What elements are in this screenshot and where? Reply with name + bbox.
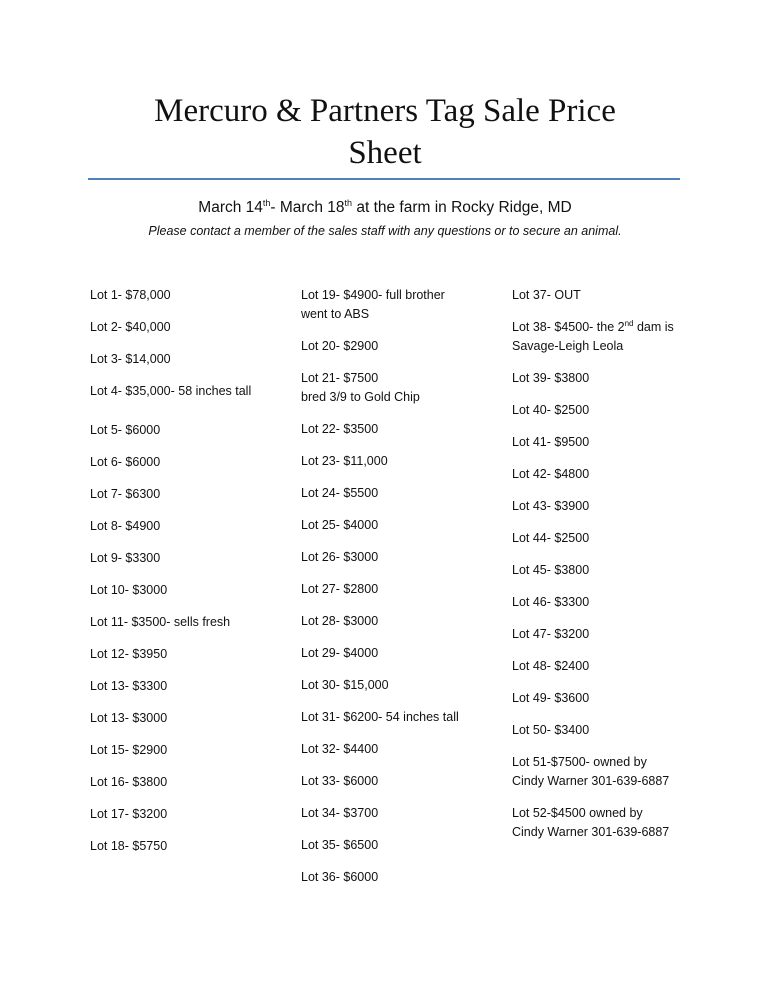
lot-entry: Lot 48- $2400 [512,659,590,673]
title-divider [88,178,680,180]
lot-entry-line: bred 3/9 to Gold Chip [301,390,420,404]
date-start-suffix: th [262,197,271,208]
lot-entry: Lot 20- $2900 [301,339,379,353]
title-line-2: Sheet [348,135,422,171]
lot-entry: Lot 27- $2800 [301,582,379,596]
lot-entry: Lot 17- $3200 [90,807,168,821]
lot-entry: Lot 43- $3900 [512,499,590,513]
lot-entry-line: Lot 52-$4500 owned by [512,806,643,820]
lot-entry: Lot 26- $3000 [301,550,379,564]
ordinal-suffix: nd [624,318,634,328]
lot-entry: Lot 31- $6200- 54 inches tall [301,710,459,724]
lot-entry: Lot 13- $3300 [90,679,168,693]
lot-entry: Lot 18- $5750 [90,839,168,853]
lot-entry: Lot 2- $40,000 [90,320,171,334]
lot-entry: Lot 44- $2500 [512,531,590,545]
lot-entry: Lot 16- $3800 [90,775,168,789]
lot-entry: Lot 35- $6500 [301,838,379,852]
lot-column-1 [90,286,290,869]
lot-entry: Lot 3- $14,000 [90,352,171,366]
lot-entry: Lot 41- $9500 [512,435,590,449]
lot-entry [512,318,712,356]
lot-entry-line: Lot 21- $7500 [301,371,379,385]
lot-entry: Lot 28- $3000 [301,614,379,628]
lot-entry [512,804,712,842]
lot-entry-line: Savage-Leigh Leola [512,339,624,353]
page-title [90,90,680,174]
lot-entry: Lot 29- $4000 [301,646,379,660]
lot-entry [301,369,501,407]
lot-column-3 [512,286,712,855]
lot-column-2 [301,286,501,900]
lot-entry-line: Cindy Warner 301-639-6887 [512,774,670,788]
lot-entry-text: Lot 38- $4500- the 2 [512,320,625,334]
lot-entry: Lot 24- $5500 [301,486,379,500]
lot-entry: Lot 49- $3600 [512,691,590,705]
lot-entry: Lot 40- $2500 [512,403,590,417]
lot-entry: Lot 34- $3700 [301,806,379,820]
lot-entry: Lot 37- OUT [512,288,581,302]
lot-entry: Lot 47- $3200 [512,627,590,641]
lot-entry: Lot 7- $6300 [90,487,161,501]
lot-entry: Lot 13- $3000 [90,711,168,725]
lot-entry: Lot 9- $3300 [90,551,161,565]
date-start: March 14 [198,199,263,216]
date-end: - March 18 [270,199,345,216]
lot-entry: Lot 15- $2900 [90,743,168,757]
lot-entry: Lot 12- $3950 [90,647,168,661]
lot-entry: Lot 1- $78,000 [90,288,171,302]
lot-entry-line: Lot 51-$7500- owned by [512,755,647,769]
lot-entry: Lot 11- $3500- sells fresh [90,615,231,629]
sale-dates [90,197,680,219]
lot-entry-line [512,318,712,337]
lot-entry: Lot 25- $4000 [301,518,379,532]
lot-entry: Lot 39- $3800 [512,371,590,385]
lot-entry: Lot 32- $4400 [301,742,379,756]
lot-entry: Lot 23- $11,000 [301,454,388,468]
title-line-1: Mercuro & Partners Tag Sale Price [154,93,616,129]
lot-entry: Lot 4- $35,000- 58 inches tall [90,384,252,398]
sale-location: at the farm in Rocky Ridge, MD [352,199,572,216]
lot-entry: Lot 10- $3000 [90,583,168,597]
lot-entry: Lot 36- $6000 [301,870,379,884]
lot-entry-line: Lot 19- $4900- full brother [301,288,445,302]
lot-entry: Lot 50- $3400 [512,723,590,737]
date-end-suffix: th [344,197,353,208]
lot-entry: Lot 8- $4900 [90,519,161,533]
lot-entry: Lot 46- $3300 [512,595,590,609]
lot-entry [301,286,501,324]
lot-entry: Lot 5- $6000 [90,423,161,437]
lot-entry: Lot 22- $3500 [301,422,379,436]
contact-note: Please contact a member of the sales staff with any questions or to secure an animal. [148,224,622,238]
lot-entry-line: Cindy Warner 301-639-6887 [512,825,670,839]
lot-entry: Lot 30- $15,000 [301,678,389,692]
lot-entry [512,753,712,791]
lot-entry: Lot 6- $6000 [90,455,161,469]
lot-entry-text: dam is [633,320,674,334]
lot-entry-line: went to ABS [301,307,370,321]
lot-entry: Lot 45- $3800 [512,563,590,577]
lot-entry: Lot 42- $4800 [512,467,590,481]
lot-entry: Lot 33- $6000 [301,774,379,788]
